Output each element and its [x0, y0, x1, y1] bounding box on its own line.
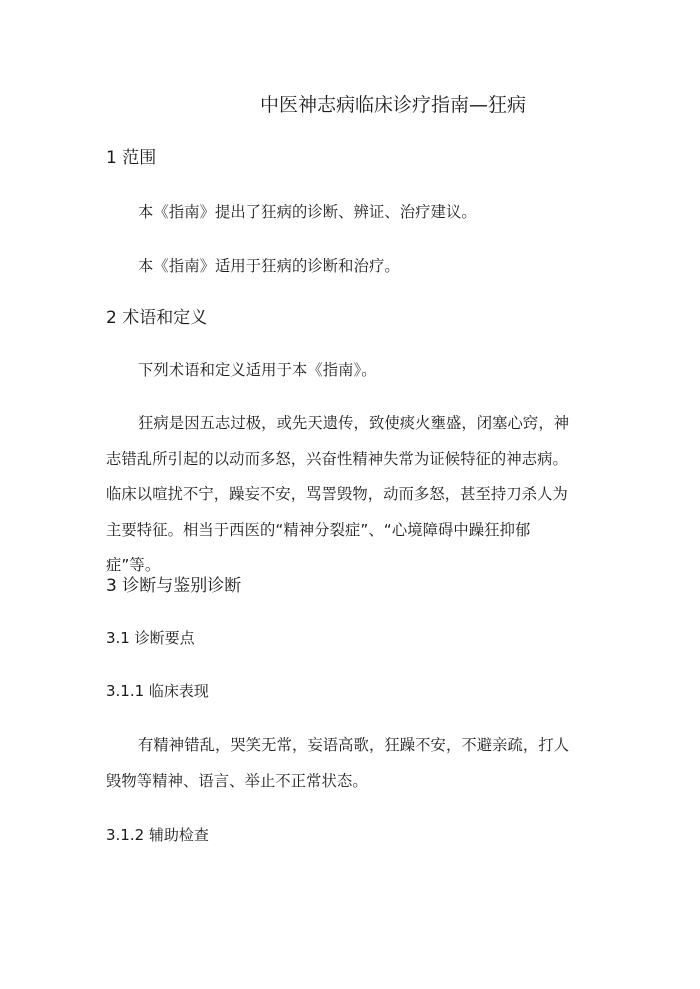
- section-2-heading: 2 术语和定义: [106, 308, 208, 328]
- section-2-paragraph-1: 下列术语和定义适用于本《指南》。: [138, 361, 377, 379]
- section-2-paragraph-2: 狂病是因五志过极，或先天遗传，致使痰火壅盛，闭塞心窍，神志错乱所引起的以动而多怒，兴奋性精神失常为证候特征的神志病。临床以喧扰不宁，躁妄不安，骂詈毁物，动而多怒，甚至持刀杀人为主要特征。相当于西医的“精神分裂症”、“心境障碍中躁狂抑郁症”等。: [106, 414, 570, 574]
- section-3-1-heading: 3.1 诊断要点: [106, 629, 195, 647]
- section-3-heading: 3 诊断与鉴别诊断: [106, 576, 242, 596]
- section-3-1-2-heading: 3.1.2 辅助检查: [106, 826, 209, 844]
- section-1-paragraph-1: 本《指南》提出了狂病的诊断、辨证、治疗建议。: [138, 203, 477, 221]
- section-1-paragraph-2: 本《指南》适用于狂病的诊断和治疗。: [138, 257, 400, 275]
- section-3-1-1-paragraph: 有精神错乱，哭笑无常，妄语高歌，狂躁不安，不避亲疏，打人毁物等精神、语言、举止不正常状态。: [106, 736, 570, 790]
- section-3-1-1-heading: 3.1.1 临床表现: [106, 682, 209, 700]
- document-title: 中医神志病临床诊疗指南—狂病: [259, 94, 526, 116]
- section-1-heading: 1 范围: [106, 148, 157, 168]
